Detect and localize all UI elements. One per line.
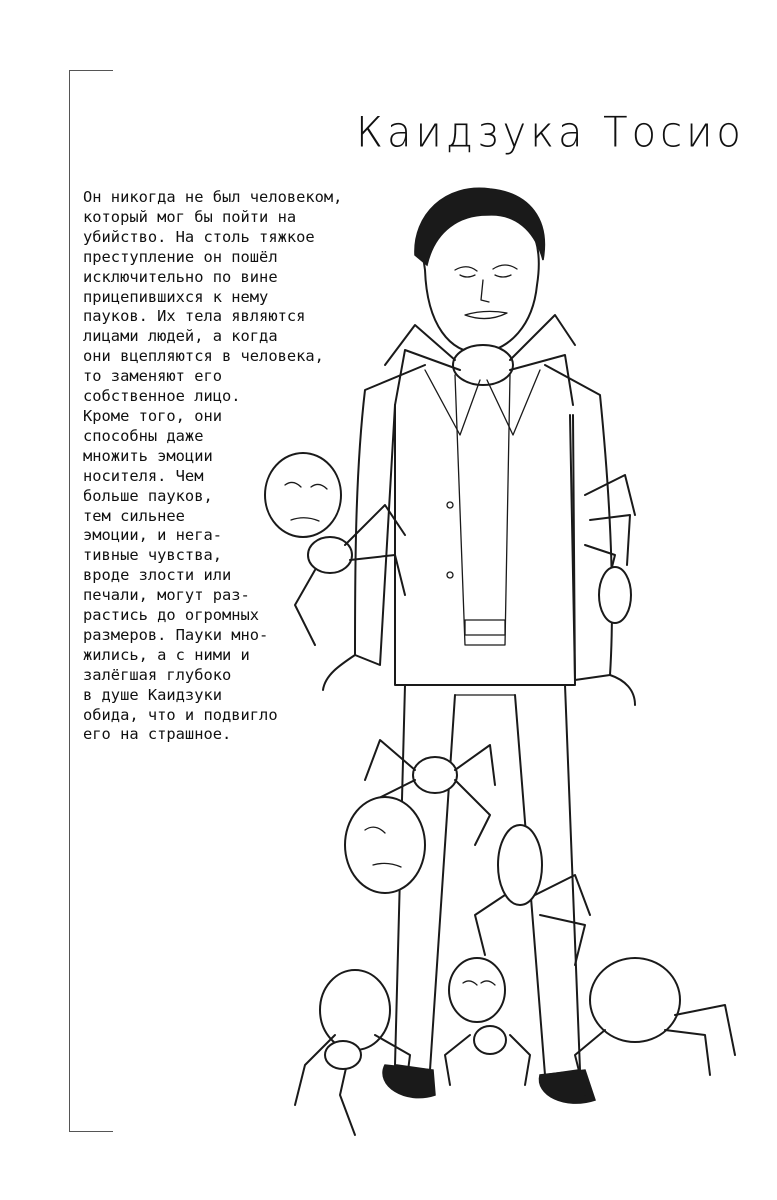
page-title: Каидзука Тосио: [356, 108, 745, 158]
description-line: растись до огромных: [83, 606, 260, 625]
left-arm-spider: [265, 453, 405, 645]
description-line: способны даже: [83, 426, 204, 445]
description-line: который мог бы пойти на: [83, 207, 297, 226]
description-line: Кроме того, они: [83, 406, 222, 425]
description-line: собственное лицо.: [83, 387, 241, 406]
description-line: множить эмоции: [83, 446, 213, 465]
description-line: печали, могут раз-: [83, 586, 250, 605]
description-line: Он никогда не был человеком,: [83, 188, 343, 206]
description-line: тивные чувства,: [83, 546, 222, 565]
description-line: пауков. Их тела являются: [83, 307, 306, 326]
floor-spider-left: [295, 970, 410, 1135]
description-line: лицами людей, а когда: [83, 327, 278, 346]
description-line: его на страшное.: [83, 725, 232, 744]
description-line: больше пауков,: [83, 486, 213, 505]
description-line: носителя. Чем: [83, 466, 204, 485]
description-line: тем сильнее: [83, 506, 185, 525]
neck-spider: [385, 315, 575, 405]
character-illustration: [255, 175, 775, 1165]
description-line: обида, что и подвигло: [83, 705, 278, 724]
frame-top-line: [69, 70, 113, 71]
description-line: убийство. На столь тяжкое: [83, 227, 315, 246]
frame-left-line: [69, 70, 70, 1132]
description-line: эмоции, и нега-: [83, 526, 222, 545]
frame-bottom-line: [69, 1131, 113, 1132]
description-line: исключительно по вине: [83, 267, 278, 286]
man-head: [415, 188, 544, 353]
description-line: в душе Каидзуки: [83, 685, 222, 704]
description-line: они вцепляются в человека,: [83, 347, 324, 366]
floor-spider-center: [445, 958, 530, 1085]
description-line: прицепившихся к нему: [83, 287, 269, 306]
description-line: размеров. Пауки мно-: [83, 625, 269, 644]
description-line: залёгшая глубоко: [83, 665, 232, 684]
illustration-svg: [255, 175, 775, 1165]
description-line: то заменяют его: [83, 367, 222, 386]
knee-spider: [345, 740, 495, 893]
description-line: жились, а с ними и: [83, 645, 250, 664]
description-line: преступление он пошёл: [83, 247, 278, 266]
description-line: вроде злости или: [83, 566, 232, 585]
floor-spider-right: [575, 958, 735, 1095]
man-coat: [323, 365, 635, 705]
